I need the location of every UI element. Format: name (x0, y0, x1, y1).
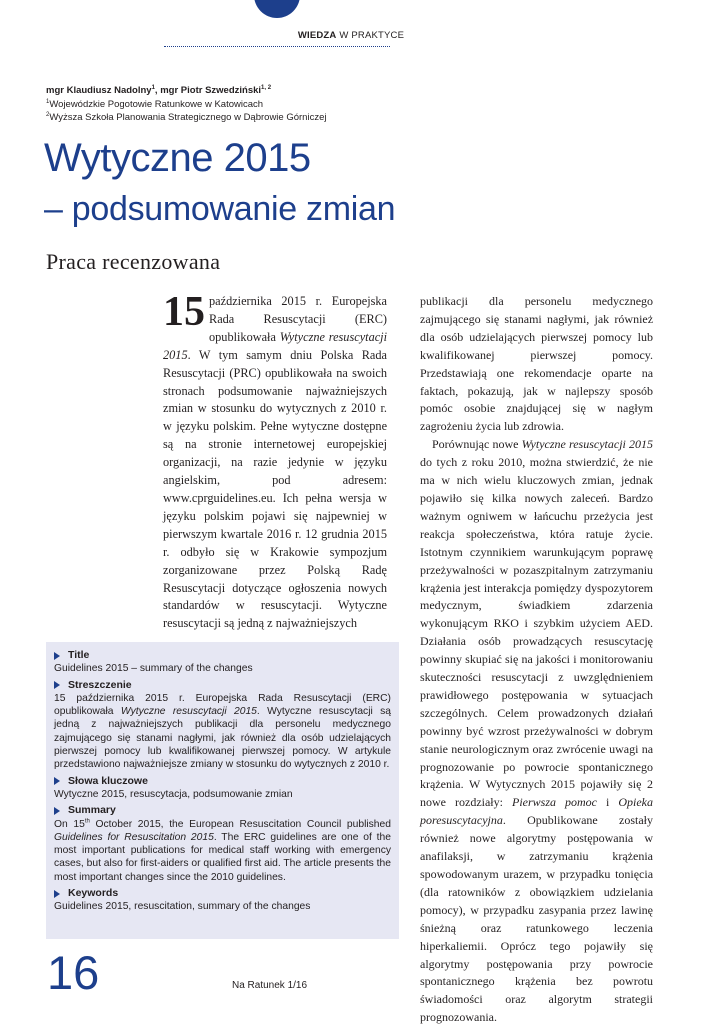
bullet-arrow-icon (54, 807, 60, 815)
section-label: WIEDZA W PRAKTYCE (297, 30, 405, 41)
body-column-right (420, 293, 653, 1024)
abstract-slowa-heading: Słowa kluczowe (54, 775, 391, 788)
article-subtitle: – podsumowanie zmian (44, 190, 396, 228)
author-1: mgr Klaudiusz Nadolny (46, 85, 152, 96)
bullet-arrow-icon (54, 652, 60, 660)
author-2: mgr Piotr Szwedziński (160, 85, 262, 96)
abstract-summary-heading: Summary (54, 804, 391, 817)
abstract-box (46, 642, 399, 939)
section-divider (164, 46, 390, 47)
top-tab-decoration (254, 0, 300, 18)
article-type: Praca recenzowana (46, 249, 221, 274)
abstract-streszczenie-heading: Streszczenie (54, 679, 391, 692)
abstract-title-text: Guidelines 2015 – summary of the changes (54, 663, 253, 675)
drop-cap: 15 (163, 289, 205, 335)
body-paragraph-2: Porównując nowe Wytyczne resuscytacji 2015 do tych z roku 2010, można stwierdzić, że nie ma w nich wielu kluczowych zmian, jednak pojawiło się kilka nowych zaleceń. Bardzo ważnym ogniwem w łańcuchu przeżycia jest reakcja społeczeństwa, która ratuje życie. Istotnym czynnikiem warunkującym poprawę przeżywalności w pozaszpitalnym zatrzymaniu krążenia jest interakcja pomiędzy dyspozytorem medycznym, świadkiem zdarzenia wykonującym RKO i szybkim użyciem AED. Działania osób prowadzących resuscytację powinny skupiać się na jakości i monitorowaniu skuteczności resuscytacji z uwzględnieniem prawidłowego postępowania w sytuacjach szczególnych. Celem prowadzonych działań powinny być wzrost przeżywalności w dobrym stanie neurologicznym oraz zwrócenie uwagi na prognozowanie po powrocie spontanicznego krążenia. W Wytycznych 2015 pojawiły się 2 nowe rozdziały: Pierwsza pomoc i Opieka poresuscytacyjna. Opublikowane zostały również nowe algorytmy postępowania w anafilaksji, w zatrzymaniu krążenia spowodowanym urazem, w przypadku tonięcia (dla ratowników z obowiązkiem udzielania pomocy), w przypadku zasypania przez lawinę śnieżną oraz ratunkowego leczenia hiperkaliemii. Oprócz tego pojawiły się algorytmy postępowania przy powrocie spontanicznego krążenia bez powrotu świadomości oraz algorytm strategii prognozowania. (420, 437, 654, 1024)
bullet-arrow-icon (54, 681, 60, 689)
abstract-slowa-text: Wytyczne 2015, resuscytacja, podsumowanie zmian (54, 788, 293, 800)
abstract-keywords-text: Guidelines 2015, resuscitation, summary of the changes (54, 901, 311, 913)
body-paragraph-1: publikacji dla personelu medycznego zajmującego się stanami nagłymi, jak również dla osób udzielających pierwszej pomocy lub kwalifikowanej pierwszej pomocy. Przedstawiają one rekomendacje oparte na faktach, pokazują, jak w najlepszy sposób pomóc osobie znajdującej się w nagłym zagrożeniu życia lub zdrowia. (420, 294, 654, 434)
article-title: Wytyczne 2015 (44, 136, 311, 180)
bullet-arrow-icon (54, 890, 60, 898)
bullet-arrow-icon (54, 777, 60, 785)
affiliation-2: $^2$Wyższa Szkoła Planowania Strategicznego w Dąbrowie Górniczej (46, 111, 327, 123)
abstract-summary-text: On 15th October 2015, the European Resuscitation Council published Guidelines for Resuscitation 2015. The ERC guidelines are one of the most important publications for medical staff working with emergency cases, but also for first-aiders or qualified first aid. The article presents the most important changes since the 2010 guidelines. (54, 818, 391, 883)
abstract-title-heading: Title (54, 649, 391, 662)
abstract-streszczenie-text: 15 października 2015 r. Europejska Rada Resuscytacji (ERC) opublikowała Wytyczne resuscytacji 2015. Wytyczne resuscytacji są jedną z najważniejszych publikacji dla personelu medycznego zajmującego się stanami nagłymi, jak również dla osób udzielających pierwszej pomocy lub kwalifikowanej pierwszej pomocy. W artykule przedstawiono najważniejsze zmiany w stosunku do wytycznych z 2010 r. (54, 692, 391, 771)
abstract-keywords-heading: Keywords (54, 887, 391, 900)
journal-issue: Na Ratunek 1/16 (232, 980, 308, 991)
author-line: mgr Klaudiusz Nadolny$^1$, mgr Piotr Szwedziński$^{1, 2}$ (46, 84, 272, 96)
page-number: 16 (47, 946, 100, 999)
body-paragraph-1: 15 października 2015 r. Europejska Rada Resuscytacji (ERC) opublikowała Wytyczne resuscytacji 2015. W tym samym dniu Polska Rada Resuscytacji (PRC) opublikowała na swoich stronach podsumowanie najważniejszych zmian w stosunku do wytycznych z 2010 r. w języku polskim. Pełne wytyczne dostępne są na stronie internetowej europejskiej organizacji, na razie jedynie w języku angielskim, pod adresem: www.cprguidelines.eu. Ich pełna wersja w języku polskim pojawi się najpewniej w pierwszym kwartale 2016 r. 12 grudnia 2015 r. odbyło się w Krakowie sympozjum zorganizowane przez Polską Radę Resuscytacji dotyczące ogłoszenia nowych standardów w resuscytacji. Wytyczne resuscytacji są jedną z najważniejszych (163, 289, 388, 631)
affiliation-1: $^1$Wojewódzkie Pogotowie Ratunkowe w Katowicach (46, 98, 264, 110)
body-column-left (163, 289, 388, 633)
